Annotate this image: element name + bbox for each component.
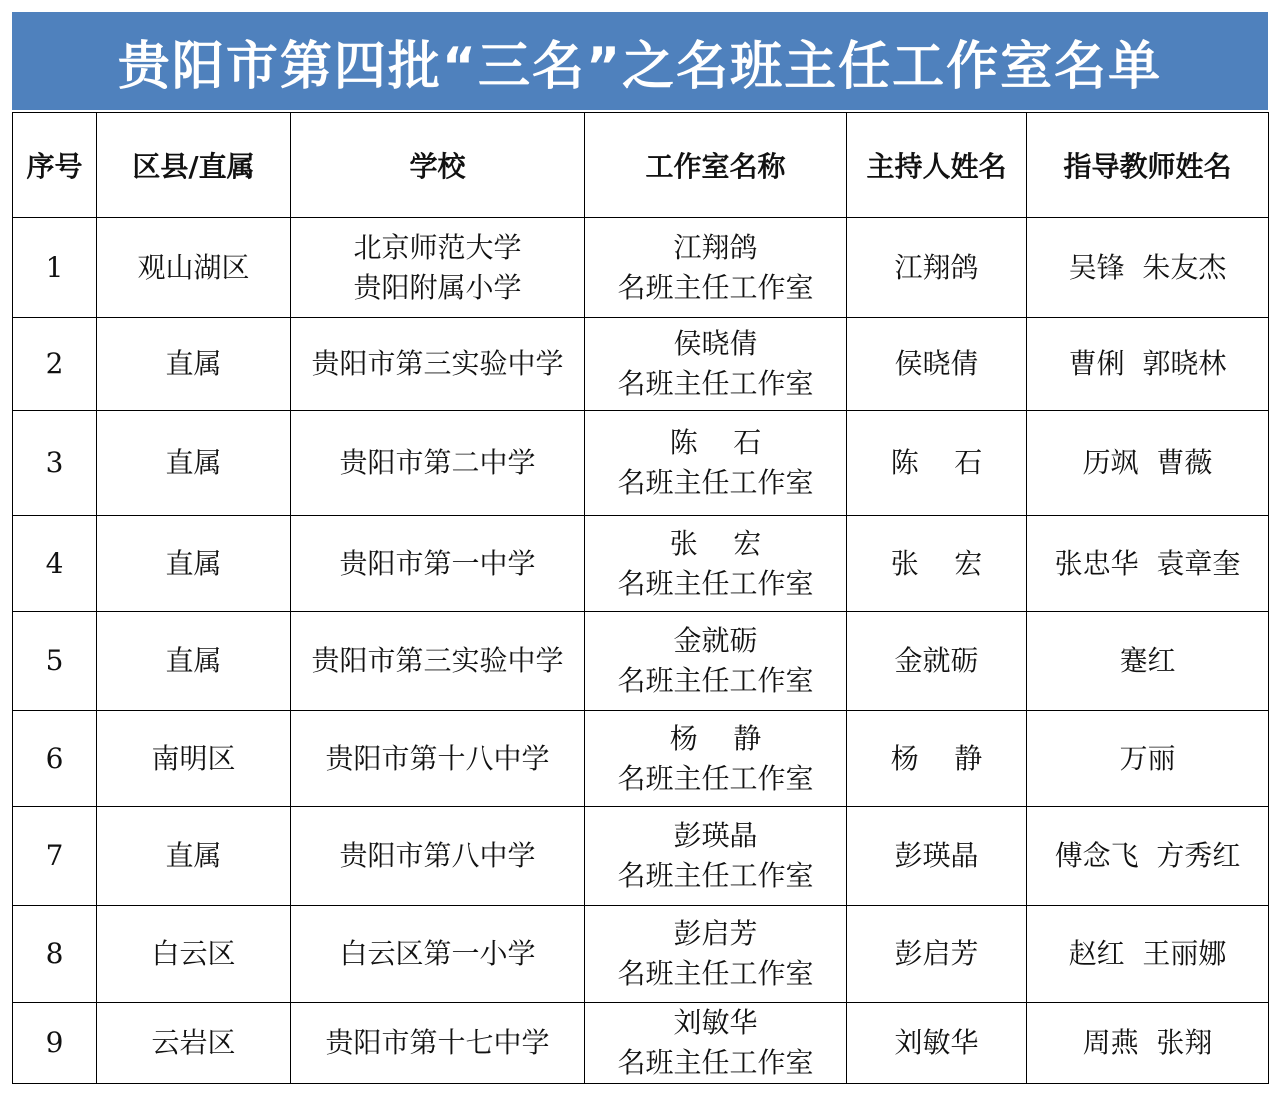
cell-index: 4: [13, 516, 97, 612]
cell-district: 直属: [97, 807, 291, 906]
cell-studio-line: 名班主任工作室: [617, 466, 814, 499]
cell-studio: [585, 711, 847, 807]
cell-school: [291, 318, 585, 411]
cell-school: [291, 807, 585, 906]
table-row: [13, 807, 1269, 906]
cell-studio-line: 刘敏华: [673, 1006, 758, 1039]
column-header-mentors: 指导教师姓名: [1027, 113, 1269, 218]
table-row: [13, 218, 1269, 318]
cell-studio: [585, 906, 847, 1003]
cell-index: 8: [13, 906, 97, 1003]
table-row: [13, 612, 1269, 711]
cell-studio-line: 名班主任工作室: [617, 761, 814, 795]
cell-mentors: 傅念飞 方秀红: [1027, 807, 1269, 906]
cell-school-line: 贵阳附属小学: [353, 270, 522, 304]
cell-index: 9: [13, 1003, 97, 1084]
table-row: [13, 711, 1269, 807]
cell-mentors: 万丽: [1027, 711, 1269, 807]
cell-school-line: 贵阳市第一中学: [339, 546, 536, 580]
cell-index: 2: [13, 318, 97, 411]
cell-mentors: 张忠华 袁章奎: [1027, 516, 1269, 612]
cell-mentors: 赵红 王丽娜: [1027, 906, 1269, 1003]
cell-school-line: 贵阳市第三实验中学: [311, 644, 564, 677]
header-row: [13, 113, 1269, 218]
cell-host: 金就砺: [847, 612, 1027, 711]
cell-index: 3: [13, 411, 97, 516]
cell-school-line: 白云区第一小学: [339, 937, 536, 970]
column-header-school: 学校: [291, 113, 585, 218]
table-row: [13, 906, 1269, 1003]
cell-index: 1: [13, 218, 97, 318]
cell-studio-line: 名班主任工作室: [617, 566, 814, 600]
cell-district: 白云区: [97, 906, 291, 1003]
cell-index: 6: [13, 711, 97, 807]
table-row: [13, 1003, 1269, 1084]
cell-studio: [585, 612, 847, 711]
cell-school-line: 贵阳市第十八中学: [325, 741, 550, 775]
cell-studio-line: 侯晓倩: [673, 327, 758, 360]
cell-studio-line: 名班主任工作室: [617, 859, 814, 892]
table-row: [13, 318, 1269, 411]
cell-school-line: 贵阳市第八中学: [339, 839, 536, 872]
cell-studio-line: 江翔鸽: [673, 230, 758, 264]
cell-studio-line: 名班主任工作室: [617, 957, 814, 990]
cell-studio-line: 张 宏: [669, 526, 762, 560]
cell-studio-line: 名班主任工作室: [617, 270, 814, 304]
cell-district: 直属: [97, 318, 291, 411]
cell-studio-line: 彭启芳: [673, 917, 758, 950]
column-header-host: 主持人姓名: [847, 113, 1027, 218]
cell-studio-line: 名班主任工作室: [617, 664, 814, 697]
column-header-studio: 工作室名称: [585, 113, 847, 218]
cell-mentors: 周燕 张翔: [1027, 1003, 1269, 1084]
cell-host: 江翔鸽: [847, 218, 1027, 318]
cell-index: 7: [13, 807, 97, 906]
cell-studio-line: 名班主任工作室: [617, 1046, 814, 1079]
cell-studio: [585, 1003, 847, 1084]
cell-studio-line: 名班主任工作室: [617, 367, 814, 400]
cell-host: 彭瑛晶: [847, 807, 1027, 906]
cell-school-line: 贵阳市第二中学: [339, 446, 536, 479]
title-banner: [12, 12, 1268, 110]
cell-mentors: 吴锋 朱友杰: [1027, 218, 1269, 318]
cell-studio: [585, 218, 847, 318]
cell-school: [291, 906, 585, 1003]
cell-school-line: 贵阳市第十七中学: [325, 1026, 550, 1059]
cell-host: 刘敏华: [847, 1003, 1027, 1084]
cell-district: 直属: [97, 411, 291, 516]
cell-studio: [585, 411, 847, 516]
cell-school: [291, 612, 585, 711]
studio-roster-table: [12, 112, 1269, 1084]
cell-mentors: 曹俐 郭晓林: [1027, 318, 1269, 411]
cell-school-line: 北京师范大学: [353, 230, 522, 264]
cell-district: 直属: [97, 612, 291, 711]
cell-studio: [585, 516, 847, 612]
cell-studio: [585, 318, 847, 411]
cell-host: 张 宏: [847, 516, 1027, 612]
cell-school: [291, 1003, 585, 1084]
cell-district: 直属: [97, 516, 291, 612]
cell-studio: [585, 807, 847, 906]
cell-host: 彭启芳: [847, 906, 1027, 1003]
table-row: [13, 411, 1269, 516]
cell-district: 南明区: [97, 711, 291, 807]
cell-host: 侯晓倩: [847, 318, 1027, 411]
cell-mentors: 历飒 曹薇: [1027, 411, 1269, 516]
cell-studio-line: 金就砺: [673, 624, 758, 657]
cell-studio-line: 陈 石: [669, 426, 762, 459]
cell-mentors: 蹇红: [1027, 612, 1269, 711]
cell-school: [291, 411, 585, 516]
cell-district: 云岩区: [97, 1003, 291, 1084]
cell-district: 观山湖区: [97, 218, 291, 318]
column-header-index: 序号: [13, 113, 97, 218]
cell-school: [291, 711, 585, 807]
cell-host: 陈 石: [847, 411, 1027, 516]
cell-studio-line: 彭瑛晶: [673, 819, 758, 852]
cell-school-line: 贵阳市第三实验中学: [311, 347, 564, 380]
column-header-district: 区县/直属: [97, 113, 291, 218]
table-row: [13, 516, 1269, 612]
cell-school: [291, 218, 585, 318]
cell-index: 5: [13, 612, 97, 711]
table-body: [13, 218, 1269, 1084]
cell-studio-line: 杨 静: [669, 721, 762, 755]
cell-school: [291, 516, 585, 612]
cell-host: 杨 静: [847, 711, 1027, 807]
page-title: 贵阳市第四批“三名”之名班主任工作室名单: [117, 36, 1163, 97]
